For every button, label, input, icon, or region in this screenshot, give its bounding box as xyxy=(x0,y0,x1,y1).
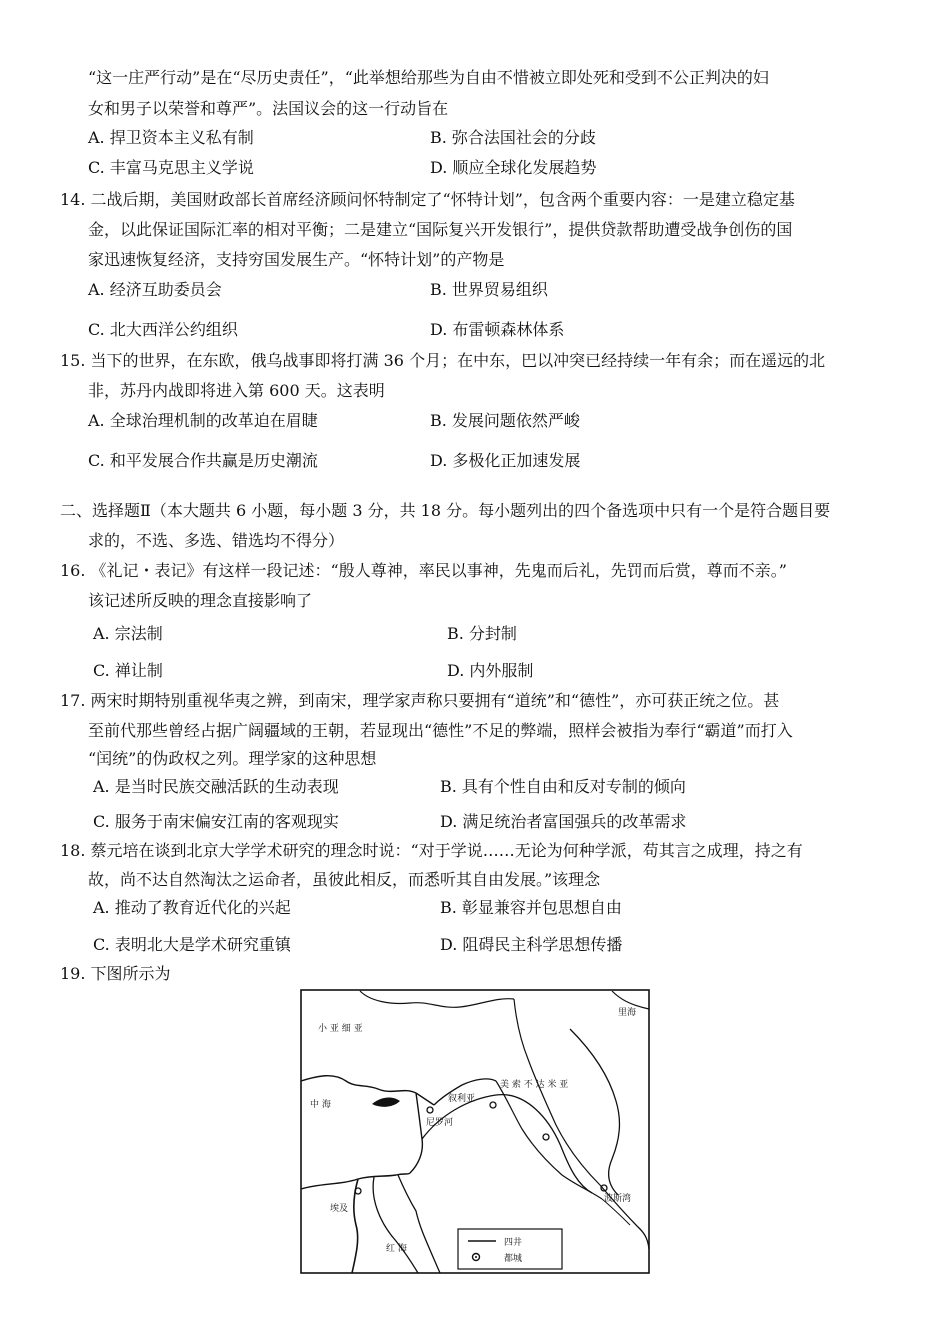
q17-stem-line-2: 至前代那些曾经占据广阔疆域的王朝，若显现出“德性”不足的弊端，照样会被指为奉行“霸道”而打入 xyxy=(88,721,793,740)
q13-option-b[interactable]: B. 弥合法国社会的分歧 xyxy=(430,128,596,147)
q14-option-b[interactable]: B. 世界贸易组织 xyxy=(430,280,548,299)
q14-stem-line-1: 14. 二战后期，美国财政部长首席经济顾问怀特制定了“怀特计划”，包含两个重要内容：一是建立稳定基 xyxy=(60,190,795,209)
q17-option-b[interactable]: B. 具有个性自由和反对专制的倾向 xyxy=(440,777,686,796)
legend-city-label: 都城 xyxy=(504,1254,523,1264)
q15-option-c[interactable]: C. 和平发展合作共赢是历史潮流 xyxy=(88,451,318,470)
q13-stem-line-2: 女和男子以荣誉和尊严”。法国议会的这一行动旨在 xyxy=(88,99,449,118)
q18-stem-line-2: 故，尚不达自然淘汰之运命者，虽彼此相反，而悉听其自由发展。”该理念 xyxy=(88,870,601,889)
q16-option-b[interactable]: B. 分封制 xyxy=(447,624,517,643)
label-persian-gulf: 波斯湾 xyxy=(604,1194,632,1204)
q17-option-d[interactable]: D. 满足统治者富国强兵的改革需求 xyxy=(440,812,687,831)
q18-option-a[interactable]: A. 推动了教育近代化的兴起 xyxy=(93,898,291,917)
q13-stem-line-1: “这一庄严行动”是在“尽历史责任”，“此举想给那些为自由不惜被立即处死和受到不公正判决的妇 xyxy=(88,68,769,87)
q14-stem-line-3: 家迅速恢复经济，支持穷国发展生产。“怀特计划”的产物是 xyxy=(88,250,505,269)
q13-option-a[interactable]: A. 捍卫资本主义私有制 xyxy=(88,128,254,147)
q16-option-c[interactable]: C. 禅让制 xyxy=(93,661,163,680)
q19-stem: 19. 下图所示为 xyxy=(60,964,171,983)
label-caspian: 里海 xyxy=(618,1008,637,1018)
q14-option-a[interactable]: A. 经济互助委员会 xyxy=(88,280,222,299)
q15-option-a[interactable]: A. 全球治理机制的改革迫在眉睫 xyxy=(88,411,318,430)
label-mediterranean: 中 海 xyxy=(310,1100,331,1110)
q18-option-b[interactable]: B. 彰显兼容并包思想自由 xyxy=(440,898,622,917)
q15-stem-line-2: 非，苏丹内战即将进入第 600 天。这表明 xyxy=(88,381,385,400)
q17-stem-line-1: 17. 两宋时期特别重视华夷之辨，到南宋，理学家声称只要拥有“道统”和“德性”，亦可获正统之位。甚 xyxy=(60,691,780,710)
q15-stem-line-1: 15. 当下的世界，在东欧，俄乌战事即将打满 36 个月；在中东，巴以冲突已经持续一年有余；而在遥远的北 xyxy=(60,351,826,370)
q18-option-c[interactable]: C. 表明北大是学术研究重镇 xyxy=(93,935,291,954)
q15-option-d[interactable]: D. 多极化正加速发展 xyxy=(430,451,581,470)
q17-option-a[interactable]: A. 是当时民族交融活跃的生动表现 xyxy=(93,777,339,796)
q17-stem-line-3: “闰统”的伪政权之列。理学家的这种思想 xyxy=(88,749,377,768)
section-2-heading-line-2: 求的，不选、多选、错选均不得分） xyxy=(88,531,345,550)
label-asia-minor: 小 亚 细 亚 xyxy=(318,1024,363,1034)
q13-option-c[interactable]: C. 丰富马克思主义学说 xyxy=(88,158,254,177)
q16-option-a[interactable]: A. 宗法制 xyxy=(93,624,163,643)
legend-range-label: 四井 xyxy=(504,1238,523,1248)
q14-option-c[interactable]: C. 北大西洋公约组织 xyxy=(88,320,238,339)
q16-stem-line-2: 该记述所反映的理念直接影响了 xyxy=(88,591,313,610)
q18-option-d[interactable]: D. 阻碍民主科学思想传播 xyxy=(440,935,623,954)
q16-stem-line-1: 16. 《礼记・表记》有这样一段记述：“殷人尊神，率民以事神，先鬼而后礼，先罚而后赏，尊而不亲。” xyxy=(60,561,787,580)
q15-option-b[interactable]: B. 发展问题依然严峻 xyxy=(430,411,580,430)
q16-option-d[interactable]: D. 内外服制 xyxy=(447,661,534,680)
label-red-sea: 红 海 xyxy=(386,1244,407,1254)
label-nile: 尼罗河 xyxy=(426,1118,454,1128)
q14-option-d[interactable]: D. 布雷顿森林体系 xyxy=(430,320,565,339)
q18-stem-line-1: 18. 蔡元培在谈到北京大学学术研究的理念时说：“对于学说……无论为何种学派，苟其言之成理，持之有 xyxy=(60,841,803,860)
legend-city-dot xyxy=(475,1256,477,1258)
section-2-heading-line-1: 二、选择题Ⅱ（本大题共 6 小题，每小题 3 分，共 18 分。每小题列出的四个备选项中只有一个是符合题目要 xyxy=(60,501,831,520)
label-syria: 叙利亚 xyxy=(448,1094,476,1104)
label-egypt: 埃及 xyxy=(330,1204,349,1214)
q13-option-d[interactable]: D. 顺应全球化发展趋势 xyxy=(430,158,597,177)
label-mesopotamia: 美 索 不 达 米 亚 xyxy=(500,1080,569,1090)
q14-stem-line-2: 金，以此保证国际汇率的相对平衡；二是建立“国际复兴开发银行”，提供贷款帮助遭受战争创伤的国 xyxy=(88,220,793,239)
q17-option-c[interactable]: C. 服务于南宋偏安江南的客观现实 xyxy=(93,812,339,831)
ancient-near-east-map xyxy=(300,989,650,1274)
